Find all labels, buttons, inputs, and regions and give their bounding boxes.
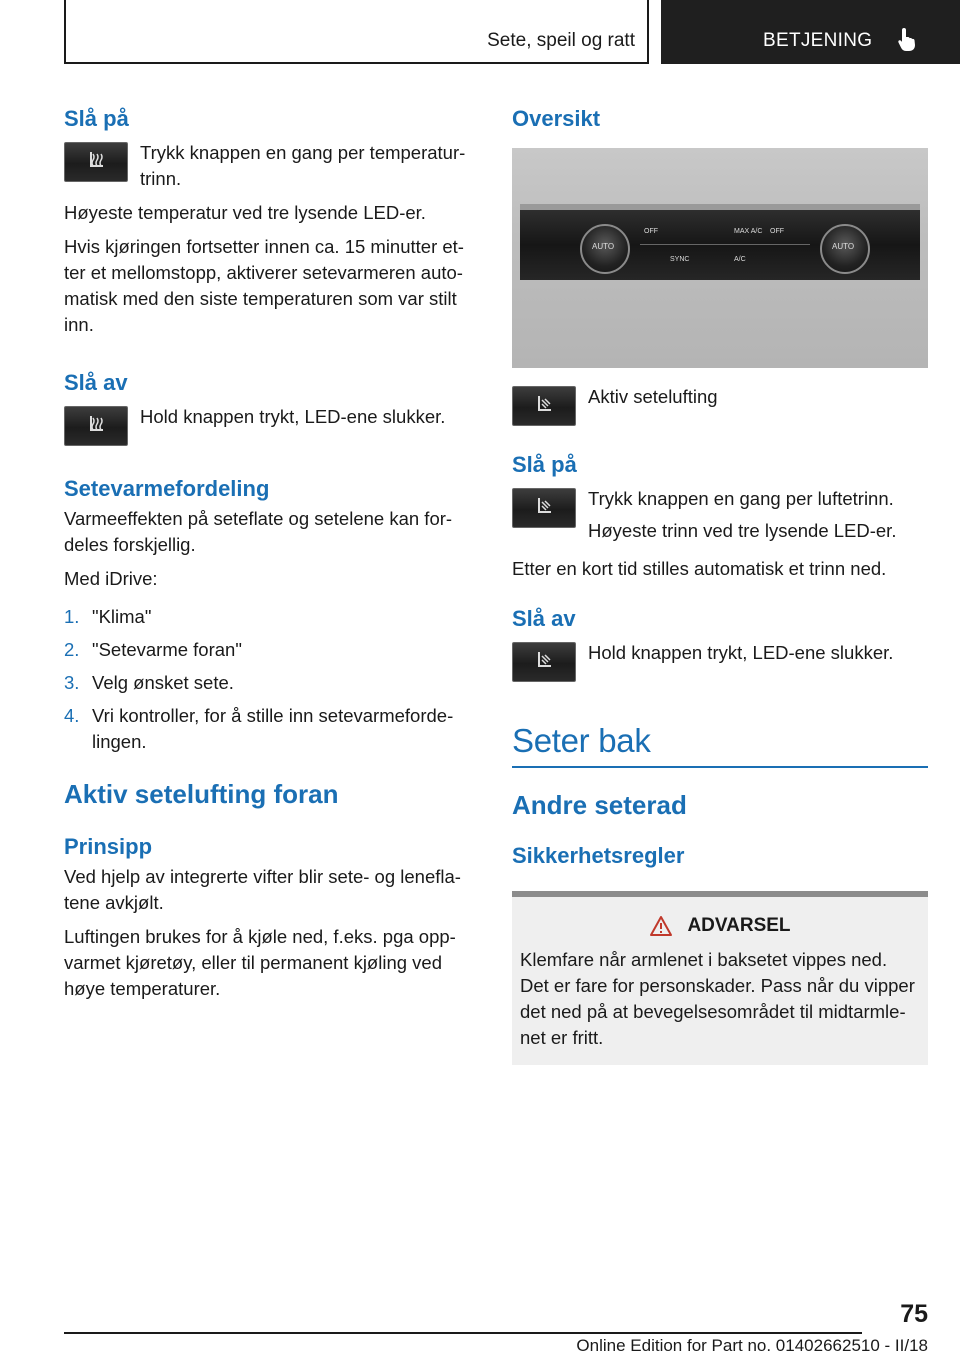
right-column: [512, 100, 928, 1065]
heading-principle: Prinsipp: [64, 834, 153, 859]
ventilation-overview-row: [512, 384, 928, 426]
footer-rule: [64, 1332, 862, 1334]
heading-on: Slå på: [64, 106, 129, 131]
list-item: 1. "Klima": [64, 606, 152, 627]
heading-ventilation-off: Slå av: [512, 606, 576, 631]
list-item: 4. Vri kontroller, for å stille inn setevarmeforde-lingen.: [64, 705, 454, 752]
max-temp-text: Høyeste temperatur ved tre lysende LED-er.: [64, 202, 426, 223]
warning-box: [512, 891, 928, 1065]
header-chapter-tab: [661, 0, 960, 64]
seat-heating-icon: [81, 148, 111, 176]
seat-ventilation-button-image: [512, 642, 576, 682]
ventilation-on-row: [512, 486, 928, 544]
warning-text: Klemfare når armlenet i baksetet vippes ned. Det er fare for personskader. Pass når du vipper det ned på at bevegelsesområdet til midtarmle-net er fritt.: [520, 949, 915, 1048]
list-item: 3. Velg ønsket sete.: [64, 672, 234, 693]
seat-ventilation-icon: [529, 494, 559, 522]
page-number: 75: [900, 1300, 928, 1328]
list-item: 2. "Setevarme foran": [64, 639, 242, 660]
header-section-title: Sete, speil og ratt: [487, 30, 635, 51]
distribution-text: Varmeeffekten på seteflate og setelene kan for-deles forskjellig.: [64, 508, 453, 555]
warning-triangle-icon: [649, 915, 673, 937]
climate-panel-photo: [512, 148, 928, 368]
seat-ventilation-button-image: [512, 488, 576, 528]
idrive-steps-list: [64, 604, 482, 755]
heading-off: Slå av: [64, 370, 128, 395]
off-label: OFF: [770, 228, 784, 235]
header-section-tab: [64, 0, 649, 64]
seat-heating-icon: [81, 412, 111, 440]
max-ac-label: MAX A/C: [734, 228, 763, 235]
ventilation-usage-text: Luftingen brukes for å kjøle ned, f.eks. pga opp-varmet kjøretøy, eller til permanent kjøling ved høye temperaturer.: [64, 926, 456, 999]
seat-ventilation-button-image: [512, 386, 576, 426]
ac-label: A/C: [734, 256, 746, 263]
header-chapter-title: BETJENING: [763, 30, 873, 51]
ventilation-off-text: Hold knappen trykt, LED-ene slukker.: [588, 642, 894, 663]
heading-overview: Oversikt: [512, 106, 601, 131]
seat-ventilation-icon: [529, 648, 559, 676]
warning-title: ADVARSEL: [687, 915, 791, 936]
idrive-text: Med iDrive:: [64, 568, 158, 589]
auto-reactivate-text: Hvis kjøringen fortsetter innen ca. 15 minutter et-ter et mellomstopp, aktiverer setevarmeren auto-matisk med den siste temperaturen som var stilt inn.: [64, 236, 464, 335]
ventilation-max-text: Høyeste trinn ved tre lysende LED-er.: [588, 520, 897, 541]
seat-heating-button-image: [64, 406, 128, 446]
hand-pointer-icon: [895, 26, 919, 52]
off-label: OFF: [644, 228, 658, 235]
active-ventilation-label: Aktiv setelufting: [588, 386, 718, 407]
sync-label: SYNC: [670, 256, 690, 263]
seat-heating-button-image: [64, 142, 128, 182]
heading-safety: Sikkerhetsregler: [512, 843, 685, 868]
heading-active-ventilation: Aktiv setelufting foran: [64, 779, 339, 809]
climate-control-panel: [520, 204, 920, 280]
warning-title-row: [520, 915, 920, 937]
section-rule: [512, 766, 928, 768]
ventilation-auto-step-text: Etter en kort tid stilles automatisk et trinn ned.: [512, 558, 887, 579]
ventilation-on-text: Trykk knappen en gang per luftetrinn.: [588, 488, 894, 509]
footer-edition: Online Edition for Part no. 01402662510 - II/18: [576, 1336, 928, 1355]
seat-ventilation-icon: [529, 392, 559, 420]
heading-distribution: Setevarmefordeling: [64, 476, 270, 501]
seat-heating-off-row: [64, 404, 482, 446]
seat-heating-off-text: Hold knappen trykt, LED-ene slukker.: [140, 406, 446, 427]
ventilation-off-row: [512, 640, 928, 682]
auto-label: AUTO: [592, 242, 615, 251]
left-column: [64, 100, 482, 1002]
seat-heating-on-text: Trykk knappen en gang per temperatur-trinn.: [140, 142, 466, 189]
heading-ventilation-on: Slå på: [512, 452, 577, 477]
heading-second-row: Andre seterad: [512, 790, 687, 820]
principle-text: Ved hjelp av integrerte vifter blir sete- og lenefla-tene avkjølt.: [64, 866, 461, 913]
heading-rear-seats: Seter bak: [512, 722, 651, 759]
panel-divider: [640, 244, 810, 245]
seat-heating-on-row: [64, 140, 482, 192]
auto-label: AUTO: [832, 242, 855, 251]
